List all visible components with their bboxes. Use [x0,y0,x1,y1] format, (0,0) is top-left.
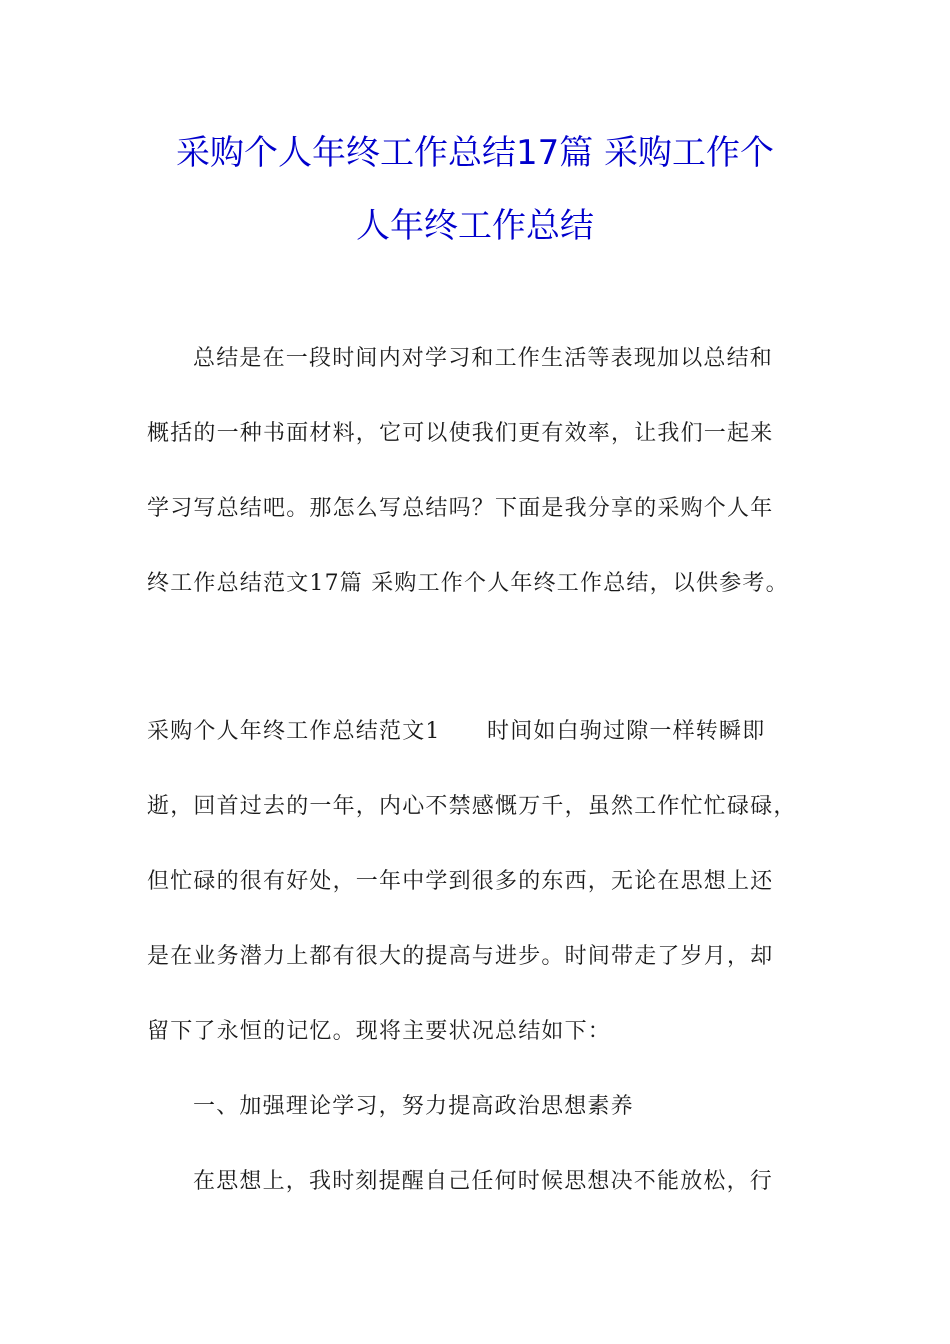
body-paragraph-line-5: 留下了永恒的记忆。现将主要状况总结如下： [147,1019,612,1044]
document-title-line-1: 采购个人年终工作总结17篇 采购工作个 [175,133,775,173]
document-title-line-2: 人年终工作总结 [356,206,594,246]
intro-paragraph-line-2: 概括的一种书面材料，它可以使我们更有效率，让我们一起来 [147,421,774,446]
intro-paragraph-line-3: 学习写总结吧。那怎么写总结吗？下面是我分享的采购个人年 [147,496,774,521]
section-paragraph-line-1: 在思想上，我时刻提醒自己任何时候思想决不能放松，行 [193,1169,774,1194]
body-paragraph-line-2: 逝，回首过去的一年，内心不禁感慨万千，虽然工作忙忙碌碌， [147,794,797,819]
body-paragraph-line-4: 是在业务潜力上都有很大的提高与进步。时间带走了岁月，却 [147,944,774,969]
section-heading: 一、加强理论学习，努力提高政治思想素养 [193,1094,634,1119]
intro-paragraph-line-4: 终工作总结范文17篇 采购工作个人年终工作总结，以供参考。 [147,571,789,596]
body-paragraph-line-1: 采购个人年终工作总结范文1 时间如白驹过隙一样转瞬即 [147,719,766,744]
intro-paragraph-line-1: 总结是在一段时间内对学习和工作生活等表现加以总结和 [193,346,774,371]
body-paragraph-line-3: 但忙碌的很有好处，一年中学到很多的东西，无论在思想上还 [147,869,774,894]
